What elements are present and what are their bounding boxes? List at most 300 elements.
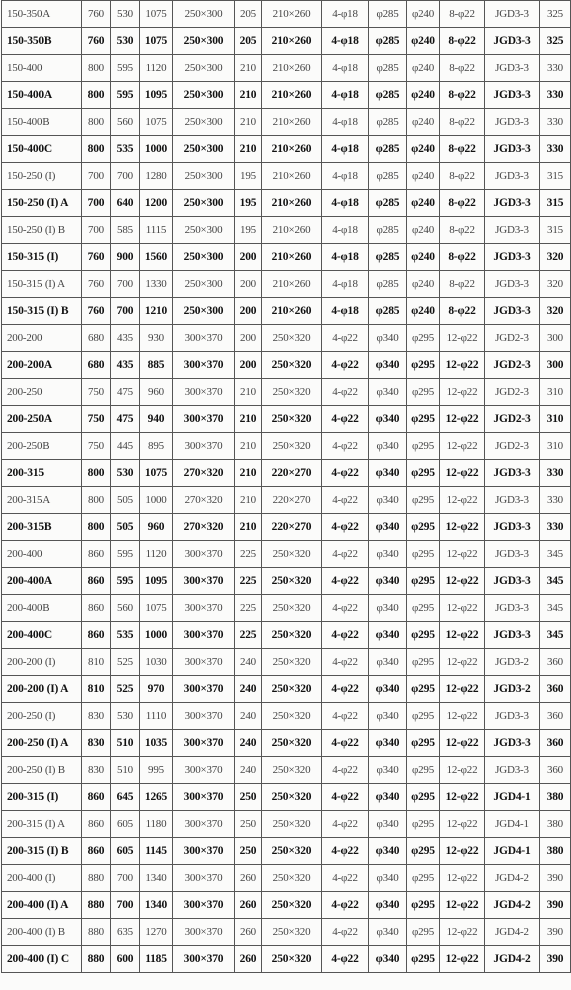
cell-holes: 4-φ22 bbox=[322, 811, 369, 838]
cell-l3: 1270 bbox=[140, 919, 173, 946]
cell-l2: 560 bbox=[111, 109, 140, 136]
cell-weight: 330 bbox=[540, 55, 571, 82]
cell-l1: 880 bbox=[82, 946, 111, 973]
cell-d2: φ295 bbox=[407, 703, 440, 730]
cell-d2: φ240 bbox=[407, 82, 440, 109]
cell-l1: 860 bbox=[82, 595, 111, 622]
cell-motor-base: JGD2-3 bbox=[485, 379, 540, 406]
cell-base: 250×300 bbox=[173, 163, 235, 190]
cell-h: 225 bbox=[235, 568, 262, 595]
cell-flange: 12-φ22 bbox=[440, 379, 485, 406]
cell-h: 240 bbox=[235, 649, 262, 676]
cell-l3: 1145 bbox=[140, 838, 173, 865]
cell-bolt: 210×260 bbox=[262, 82, 322, 109]
cell-bolt: 210×260 bbox=[262, 109, 322, 136]
cell-motor-base: JGD3-3 bbox=[485, 55, 540, 82]
cell-flange: 12-φ22 bbox=[440, 514, 485, 541]
cell-bolt: 250×320 bbox=[262, 622, 322, 649]
cell-flange: 12-φ22 bbox=[440, 865, 485, 892]
cell-bolt: 250×320 bbox=[262, 433, 322, 460]
cell-d1: φ340 bbox=[369, 541, 407, 568]
cell-h: 225 bbox=[235, 595, 262, 622]
cell-d2: φ295 bbox=[407, 433, 440, 460]
cell-bolt: 220×270 bbox=[262, 460, 322, 487]
cell-h: 240 bbox=[235, 757, 262, 784]
cell-l1: 800 bbox=[82, 82, 111, 109]
cell-holes: 4-φ22 bbox=[322, 865, 369, 892]
cell-bolt: 210×260 bbox=[262, 298, 322, 325]
cell-l1: 860 bbox=[82, 622, 111, 649]
cell-flange: 8-φ22 bbox=[440, 28, 485, 55]
cell-holes: 4-φ18 bbox=[322, 271, 369, 298]
cell-l3: 1095 bbox=[140, 82, 173, 109]
cell-h: 200 bbox=[235, 352, 262, 379]
cell-h: 205 bbox=[235, 28, 262, 55]
table-row bbox=[2, 433, 571, 460]
cell-l2: 535 bbox=[111, 136, 140, 163]
cell-weight: 310 bbox=[540, 406, 571, 433]
cell-model: 150-400B bbox=[2, 109, 82, 136]
cell-d2: φ295 bbox=[407, 676, 440, 703]
cell-l3: 1340 bbox=[140, 865, 173, 892]
cell-weight: 345 bbox=[540, 541, 571, 568]
cell-base: 300×370 bbox=[173, 568, 235, 595]
pump-dimension-table bbox=[1, 0, 571, 973]
cell-motor-base: JGD3-2 bbox=[485, 649, 540, 676]
cell-holes: 4-φ22 bbox=[322, 325, 369, 352]
cell-motor-base: JGD4-1 bbox=[485, 784, 540, 811]
cell-flange: 12-φ22 bbox=[440, 406, 485, 433]
cell-weight: 315 bbox=[540, 163, 571, 190]
cell-d1: φ285 bbox=[369, 109, 407, 136]
cell-weight: 360 bbox=[540, 676, 571, 703]
cell-l3: 1075 bbox=[140, 28, 173, 55]
cell-l3: 1035 bbox=[140, 730, 173, 757]
cell-d1: φ340 bbox=[369, 919, 407, 946]
cell-holes: 4-φ22 bbox=[322, 514, 369, 541]
cell-l3: 930 bbox=[140, 325, 173, 352]
cell-weight: 360 bbox=[540, 703, 571, 730]
cell-base: 270×320 bbox=[173, 487, 235, 514]
cell-flange: 12-φ22 bbox=[440, 649, 485, 676]
cell-weight: 320 bbox=[540, 271, 571, 298]
cell-flange: 12-φ22 bbox=[440, 568, 485, 595]
cell-d1: φ340 bbox=[369, 622, 407, 649]
cell-flange: 12-φ22 bbox=[440, 676, 485, 703]
cell-model: 150-350A bbox=[2, 1, 82, 28]
cell-bolt: 250×320 bbox=[262, 730, 322, 757]
cell-model: 150-250 (I) B bbox=[2, 217, 82, 244]
cell-holes: 4-φ22 bbox=[322, 541, 369, 568]
cell-motor-base: JGD3-3 bbox=[485, 190, 540, 217]
cell-motor-base: JGD4-1 bbox=[485, 811, 540, 838]
cell-holes: 4-φ18 bbox=[322, 190, 369, 217]
table-row bbox=[2, 811, 571, 838]
cell-d2: φ295 bbox=[407, 325, 440, 352]
cell-l3: 960 bbox=[140, 379, 173, 406]
table-row bbox=[2, 784, 571, 811]
cell-motor-base: JGD4-1 bbox=[485, 838, 540, 865]
cell-weight: 390 bbox=[540, 946, 571, 973]
cell-motor-base: JGD3-3 bbox=[485, 271, 540, 298]
cell-model: 200-250B bbox=[2, 433, 82, 460]
cell-d1: φ340 bbox=[369, 892, 407, 919]
cell-flange: 12-φ22 bbox=[440, 892, 485, 919]
cell-d2: φ295 bbox=[407, 487, 440, 514]
cell-l2: 605 bbox=[111, 838, 140, 865]
cell-d2: φ295 bbox=[407, 730, 440, 757]
cell-model: 200-250 (I) bbox=[2, 703, 82, 730]
cell-l2: 595 bbox=[111, 82, 140, 109]
cell-motor-base: JGD3-3 bbox=[485, 1, 540, 28]
cell-l2: 560 bbox=[111, 595, 140, 622]
cell-l2: 530 bbox=[111, 28, 140, 55]
cell-bolt: 210×260 bbox=[262, 28, 322, 55]
cell-model: 200-250A bbox=[2, 406, 82, 433]
cell-l2: 900 bbox=[111, 244, 140, 271]
cell-model: 200-315 (I) B bbox=[2, 838, 82, 865]
cell-d2: φ295 bbox=[407, 352, 440, 379]
cell-model: 200-200 (I) A bbox=[2, 676, 82, 703]
cell-bolt: 210×260 bbox=[262, 55, 322, 82]
cell-flange: 12-φ22 bbox=[440, 730, 485, 757]
cell-holes: 4-φ22 bbox=[322, 946, 369, 973]
cell-holes: 4-φ18 bbox=[322, 136, 369, 163]
cell-d1: φ340 bbox=[369, 649, 407, 676]
cell-l1: 760 bbox=[82, 1, 111, 28]
cell-holes: 4-φ18 bbox=[322, 298, 369, 325]
cell-h: 210 bbox=[235, 379, 262, 406]
table-row bbox=[2, 568, 571, 595]
cell-l1: 830 bbox=[82, 757, 111, 784]
cell-base: 250×300 bbox=[173, 1, 235, 28]
cell-base: 300×370 bbox=[173, 595, 235, 622]
cell-bolt: 210×260 bbox=[262, 163, 322, 190]
table-row bbox=[2, 838, 571, 865]
cell-l3: 1000 bbox=[140, 487, 173, 514]
cell-holes: 4-φ22 bbox=[322, 730, 369, 757]
cell-l3: 1120 bbox=[140, 541, 173, 568]
cell-l2: 445 bbox=[111, 433, 140, 460]
cell-bolt: 250×320 bbox=[262, 892, 322, 919]
cell-base: 300×370 bbox=[173, 649, 235, 676]
cell-l2: 505 bbox=[111, 487, 140, 514]
cell-model: 150-400C bbox=[2, 136, 82, 163]
cell-model: 200-315B bbox=[2, 514, 82, 541]
cell-model: 150-315 (I) A bbox=[2, 271, 82, 298]
cell-base: 300×370 bbox=[173, 784, 235, 811]
cell-l1: 860 bbox=[82, 541, 111, 568]
cell-motor-base: JGD3-3 bbox=[485, 541, 540, 568]
cell-model: 200-400B bbox=[2, 595, 82, 622]
cell-bolt: 210×260 bbox=[262, 1, 322, 28]
cell-base: 250×300 bbox=[173, 109, 235, 136]
cell-d1: φ285 bbox=[369, 136, 407, 163]
cell-d1: φ340 bbox=[369, 487, 407, 514]
cell-motor-base: JGD3-3 bbox=[485, 568, 540, 595]
cell-holes: 4-φ22 bbox=[322, 406, 369, 433]
cell-motor-base: JGD2-3 bbox=[485, 406, 540, 433]
cell-d2: φ295 bbox=[407, 811, 440, 838]
cell-motor-base: JGD2-3 bbox=[485, 352, 540, 379]
cell-flange: 12-φ22 bbox=[440, 784, 485, 811]
cell-flange: 8-φ22 bbox=[440, 109, 485, 136]
cell-flange: 8-φ22 bbox=[440, 298, 485, 325]
cell-weight: 300 bbox=[540, 352, 571, 379]
cell-d2: φ295 bbox=[407, 541, 440, 568]
table-row bbox=[2, 865, 571, 892]
cell-motor-base: JGD3-3 bbox=[485, 163, 540, 190]
cell-d1: φ340 bbox=[369, 514, 407, 541]
cell-l1: 800 bbox=[82, 55, 111, 82]
cell-base: 270×320 bbox=[173, 514, 235, 541]
cell-l1: 700 bbox=[82, 217, 111, 244]
cell-base: 300×370 bbox=[173, 838, 235, 865]
cell-holes: 4-φ22 bbox=[322, 919, 369, 946]
cell-h: 210 bbox=[235, 136, 262, 163]
cell-h: 200 bbox=[235, 244, 262, 271]
cell-holes: 4-φ22 bbox=[322, 352, 369, 379]
cell-d2: φ295 bbox=[407, 892, 440, 919]
cell-d1: φ340 bbox=[369, 811, 407, 838]
cell-d1: φ340 bbox=[369, 352, 407, 379]
cell-flange: 8-φ22 bbox=[440, 190, 485, 217]
cell-weight: 330 bbox=[540, 136, 571, 163]
cell-h: 210 bbox=[235, 109, 262, 136]
table-row bbox=[2, 190, 571, 217]
cell-base: 270×320 bbox=[173, 460, 235, 487]
cell-l1: 800 bbox=[82, 487, 111, 514]
cell-d1: φ340 bbox=[369, 703, 407, 730]
cell-bolt: 250×320 bbox=[262, 379, 322, 406]
cell-bolt: 250×320 bbox=[262, 919, 322, 946]
cell-weight: 325 bbox=[540, 1, 571, 28]
cell-bolt: 250×320 bbox=[262, 703, 322, 730]
cell-d2: φ295 bbox=[407, 946, 440, 973]
cell-weight: 315 bbox=[540, 217, 571, 244]
cell-flange: 8-φ22 bbox=[440, 1, 485, 28]
cell-l2: 700 bbox=[111, 298, 140, 325]
cell-h: 195 bbox=[235, 163, 262, 190]
cell-bolt: 210×260 bbox=[262, 190, 322, 217]
cell-model: 150-250 (I) bbox=[2, 163, 82, 190]
cell-h: 260 bbox=[235, 919, 262, 946]
cell-l1: 750 bbox=[82, 406, 111, 433]
cell-motor-base: JGD4-2 bbox=[485, 892, 540, 919]
cell-base: 250×300 bbox=[173, 55, 235, 82]
cell-h: 240 bbox=[235, 703, 262, 730]
cell-motor-base: JGD2-3 bbox=[485, 433, 540, 460]
cell-bolt: 220×270 bbox=[262, 514, 322, 541]
cell-bolt: 250×320 bbox=[262, 541, 322, 568]
cell-l3: 960 bbox=[140, 514, 173, 541]
cell-h: 200 bbox=[235, 298, 262, 325]
cell-holes: 4-φ22 bbox=[322, 892, 369, 919]
cell-weight: 390 bbox=[540, 865, 571, 892]
cell-flange: 12-φ22 bbox=[440, 946, 485, 973]
cell-h: 195 bbox=[235, 217, 262, 244]
table-row bbox=[2, 406, 571, 433]
cell-l2: 530 bbox=[111, 703, 140, 730]
table-row bbox=[2, 757, 571, 784]
table-row bbox=[2, 946, 571, 973]
cell-motor-base: JGD3-3 bbox=[485, 622, 540, 649]
cell-h: 200 bbox=[235, 325, 262, 352]
cell-motor-base: JGD3-3 bbox=[485, 487, 540, 514]
cell-flange: 12-φ22 bbox=[440, 433, 485, 460]
cell-d1: φ285 bbox=[369, 82, 407, 109]
cell-weight: 360 bbox=[540, 730, 571, 757]
cell-l1: 860 bbox=[82, 811, 111, 838]
table-row bbox=[2, 271, 571, 298]
cell-h: 195 bbox=[235, 190, 262, 217]
cell-motor-base: JGD3-3 bbox=[485, 460, 540, 487]
cell-holes: 4-φ22 bbox=[322, 676, 369, 703]
cell-base: 300×370 bbox=[173, 730, 235, 757]
cell-h: 260 bbox=[235, 865, 262, 892]
cell-l2: 475 bbox=[111, 406, 140, 433]
cell-h: 210 bbox=[235, 514, 262, 541]
cell-base: 300×370 bbox=[173, 919, 235, 946]
cell-weight: 330 bbox=[540, 460, 571, 487]
cell-bolt: 250×320 bbox=[262, 757, 322, 784]
cell-l3: 1000 bbox=[140, 136, 173, 163]
cell-holes: 4-φ22 bbox=[322, 487, 369, 514]
cell-base: 250×300 bbox=[173, 28, 235, 55]
cell-l1: 880 bbox=[82, 865, 111, 892]
cell-motor-base: JGD3-3 bbox=[485, 136, 540, 163]
cell-weight: 320 bbox=[540, 298, 571, 325]
cell-d1: φ340 bbox=[369, 379, 407, 406]
cell-model: 200-200 (I) bbox=[2, 649, 82, 676]
cell-l1: 750 bbox=[82, 433, 111, 460]
cell-motor-base: JGD3-3 bbox=[485, 703, 540, 730]
cell-base: 300×370 bbox=[173, 811, 235, 838]
cell-motor-base: JGD3-3 bbox=[485, 109, 540, 136]
cell-base: 300×370 bbox=[173, 892, 235, 919]
cell-d1: φ285 bbox=[369, 55, 407, 82]
table-row bbox=[2, 676, 571, 703]
cell-d1: φ340 bbox=[369, 865, 407, 892]
cell-motor-base: JGD2-3 bbox=[485, 325, 540, 352]
cell-model: 200-250 bbox=[2, 379, 82, 406]
cell-d2: φ295 bbox=[407, 919, 440, 946]
cell-base: 300×370 bbox=[173, 703, 235, 730]
cell-base: 300×370 bbox=[173, 757, 235, 784]
cell-model: 200-400 bbox=[2, 541, 82, 568]
cell-l3: 1180 bbox=[140, 811, 173, 838]
cell-holes: 4-φ18 bbox=[322, 28, 369, 55]
cell-bolt: 220×270 bbox=[262, 487, 322, 514]
cell-holes: 4-φ22 bbox=[322, 649, 369, 676]
cell-d1: φ285 bbox=[369, 217, 407, 244]
cell-bolt: 250×320 bbox=[262, 568, 322, 595]
cell-h: 210 bbox=[235, 82, 262, 109]
table-row bbox=[2, 541, 571, 568]
cell-d2: φ240 bbox=[407, 55, 440, 82]
cell-l1: 700 bbox=[82, 190, 111, 217]
cell-motor-base: JGD4-2 bbox=[485, 865, 540, 892]
cell-d2: φ240 bbox=[407, 271, 440, 298]
cell-d2: φ240 bbox=[407, 109, 440, 136]
cell-l1: 680 bbox=[82, 352, 111, 379]
cell-weight: 380 bbox=[540, 838, 571, 865]
cell-weight: 380 bbox=[540, 811, 571, 838]
cell-h: 210 bbox=[235, 55, 262, 82]
cell-model: 200-315 bbox=[2, 460, 82, 487]
cell-holes: 4-φ22 bbox=[322, 379, 369, 406]
cell-l2: 435 bbox=[111, 352, 140, 379]
cell-h: 250 bbox=[235, 811, 262, 838]
table-row bbox=[2, 136, 571, 163]
cell-model: 150-250 (I) A bbox=[2, 190, 82, 217]
cell-l3: 1095 bbox=[140, 568, 173, 595]
cell-bolt: 210×260 bbox=[262, 217, 322, 244]
cell-l2: 530 bbox=[111, 1, 140, 28]
cell-l2: 535 bbox=[111, 622, 140, 649]
cell-base: 250×300 bbox=[173, 136, 235, 163]
cell-flange: 12-φ22 bbox=[440, 541, 485, 568]
cell-holes: 4-φ18 bbox=[322, 55, 369, 82]
cell-model: 200-200 bbox=[2, 325, 82, 352]
cell-weight: 360 bbox=[540, 757, 571, 784]
cell-model: 200-250 (I) B bbox=[2, 757, 82, 784]
cell-base: 250×300 bbox=[173, 82, 235, 109]
cell-l2: 595 bbox=[111, 568, 140, 595]
cell-flange: 8-φ22 bbox=[440, 271, 485, 298]
cell-base: 300×370 bbox=[173, 946, 235, 973]
cell-bolt: 210×260 bbox=[262, 136, 322, 163]
cell-d2: φ295 bbox=[407, 865, 440, 892]
cell-d2: φ295 bbox=[407, 757, 440, 784]
cell-l1: 830 bbox=[82, 703, 111, 730]
cell-l3: 1075 bbox=[140, 595, 173, 622]
cell-d1: φ285 bbox=[369, 1, 407, 28]
table-row bbox=[2, 487, 571, 514]
cell-holes: 4-φ22 bbox=[322, 622, 369, 649]
cell-l3: 1030 bbox=[140, 649, 173, 676]
cell-l3: 970 bbox=[140, 676, 173, 703]
cell-model: 200-315A bbox=[2, 487, 82, 514]
cell-h: 210 bbox=[235, 487, 262, 514]
cell-l2: 645 bbox=[111, 784, 140, 811]
cell-l2: 525 bbox=[111, 649, 140, 676]
cell-flange: 12-φ22 bbox=[440, 703, 485, 730]
cell-l3: 1000 bbox=[140, 622, 173, 649]
cell-l2: 505 bbox=[111, 514, 140, 541]
cell-weight: 390 bbox=[540, 892, 571, 919]
cell-motor-base: JGD3-3 bbox=[485, 730, 540, 757]
cell-bolt: 250×320 bbox=[262, 811, 322, 838]
cell-flange: 12-φ22 bbox=[440, 919, 485, 946]
cell-weight: 330 bbox=[540, 487, 571, 514]
cell-holes: 4-φ18 bbox=[322, 244, 369, 271]
cell-d2: φ295 bbox=[407, 784, 440, 811]
cell-l1: 800 bbox=[82, 109, 111, 136]
cell-l2: 605 bbox=[111, 811, 140, 838]
cell-l1: 750 bbox=[82, 379, 111, 406]
cell-base: 250×300 bbox=[173, 190, 235, 217]
cell-bolt: 210×260 bbox=[262, 244, 322, 271]
cell-holes: 4-φ18 bbox=[322, 82, 369, 109]
table-row bbox=[2, 919, 571, 946]
cell-bolt: 210×260 bbox=[262, 271, 322, 298]
cell-l1: 760 bbox=[82, 298, 111, 325]
cell-flange: 8-φ22 bbox=[440, 55, 485, 82]
cell-weight: 345 bbox=[540, 595, 571, 622]
cell-l1: 760 bbox=[82, 28, 111, 55]
cell-l3: 1075 bbox=[140, 460, 173, 487]
